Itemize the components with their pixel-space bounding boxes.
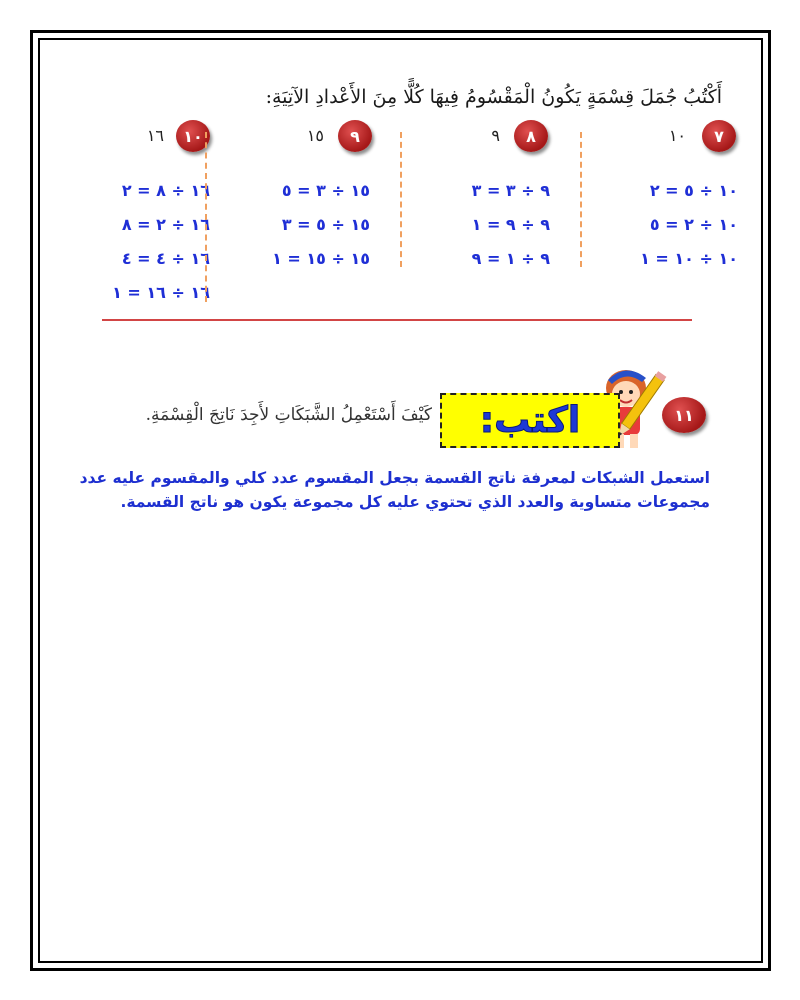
division-equation: ١٥ ÷ ٥ = ٣ xyxy=(281,215,370,234)
exercise-8 xyxy=(390,118,560,308)
dividend-number: ١٦ xyxy=(146,126,164,145)
write-label-box: اكتب: xyxy=(440,393,620,448)
division-equation: ١٦ ÷ ٢ = ٨ xyxy=(121,215,210,234)
number-badge: ١٠ xyxy=(176,120,210,152)
division-equation: ٩ ÷ ٩ = ١ xyxy=(471,215,550,234)
division-equation: ١٠ ÷ ٢ = ٥ xyxy=(649,215,738,234)
section-divider xyxy=(102,319,692,321)
division-equation: ١٥ ÷ ٣ = ٥ xyxy=(281,181,370,200)
division-equation: ١٠ ÷ ٥ = ٢ xyxy=(649,181,738,200)
dividend-number: ٩ xyxy=(491,126,500,145)
question-11-text: كَيْفَ أَسْتَعْمِلُ الشَّبَكَاتِ لأَجِدَ نَاتِجَ الْقِسْمَةِ. xyxy=(145,405,432,425)
dividend-number: ١٥ xyxy=(306,126,324,145)
division-equation: ٩ ÷ ١ = ٩ xyxy=(471,249,550,268)
division-equation: ١٦ ÷ ٤ = ٤ xyxy=(121,249,210,268)
division-equation: ٩ ÷ ٣ = ٣ xyxy=(471,181,550,200)
number-badge: ٧ xyxy=(702,120,736,152)
number-badge: ٨ xyxy=(514,120,548,152)
number-badge: ٩ xyxy=(338,120,372,152)
exercise-9 xyxy=(210,118,380,308)
division-equation: ١٥ ÷ ١٥ = ١ xyxy=(272,249,370,268)
instruction-heading: أَكْتُبُ جُمَلَ قِسْمَةٍ يَكُونُ الْمَقْسُومُ فِيهَا كُلًّا مِنَ الأَعْدادِ الآتِيَةِ: xyxy=(265,86,722,108)
column-divider xyxy=(400,132,402,267)
number-badge: ١١ xyxy=(662,397,706,433)
column-divider xyxy=(580,132,582,267)
column-divider xyxy=(205,132,207,302)
division-equation: ١٦ ÷ ٨ = ٢ xyxy=(121,181,210,200)
exercise-10 xyxy=(40,118,210,308)
division-equation: ١٠ ÷ ١٠ = ١ xyxy=(640,249,738,268)
exercise-7 xyxy=(578,118,748,308)
question-11-badge-wrap xyxy=(662,395,706,431)
division-equation: ١٦ ÷ ١٦ = ١ xyxy=(112,283,210,302)
answer-text: استعمل الشبكات لمعرفة ناتج القسمة بجعل المقسوم عدد كلي والمقسوم عليه عدد مجموعات متساوية والعدد الذي تحتوي عليه كل مجموعة يكون هو ناتج القسمة. xyxy=(79,469,710,511)
dividend-number: ١٠ xyxy=(668,126,686,145)
